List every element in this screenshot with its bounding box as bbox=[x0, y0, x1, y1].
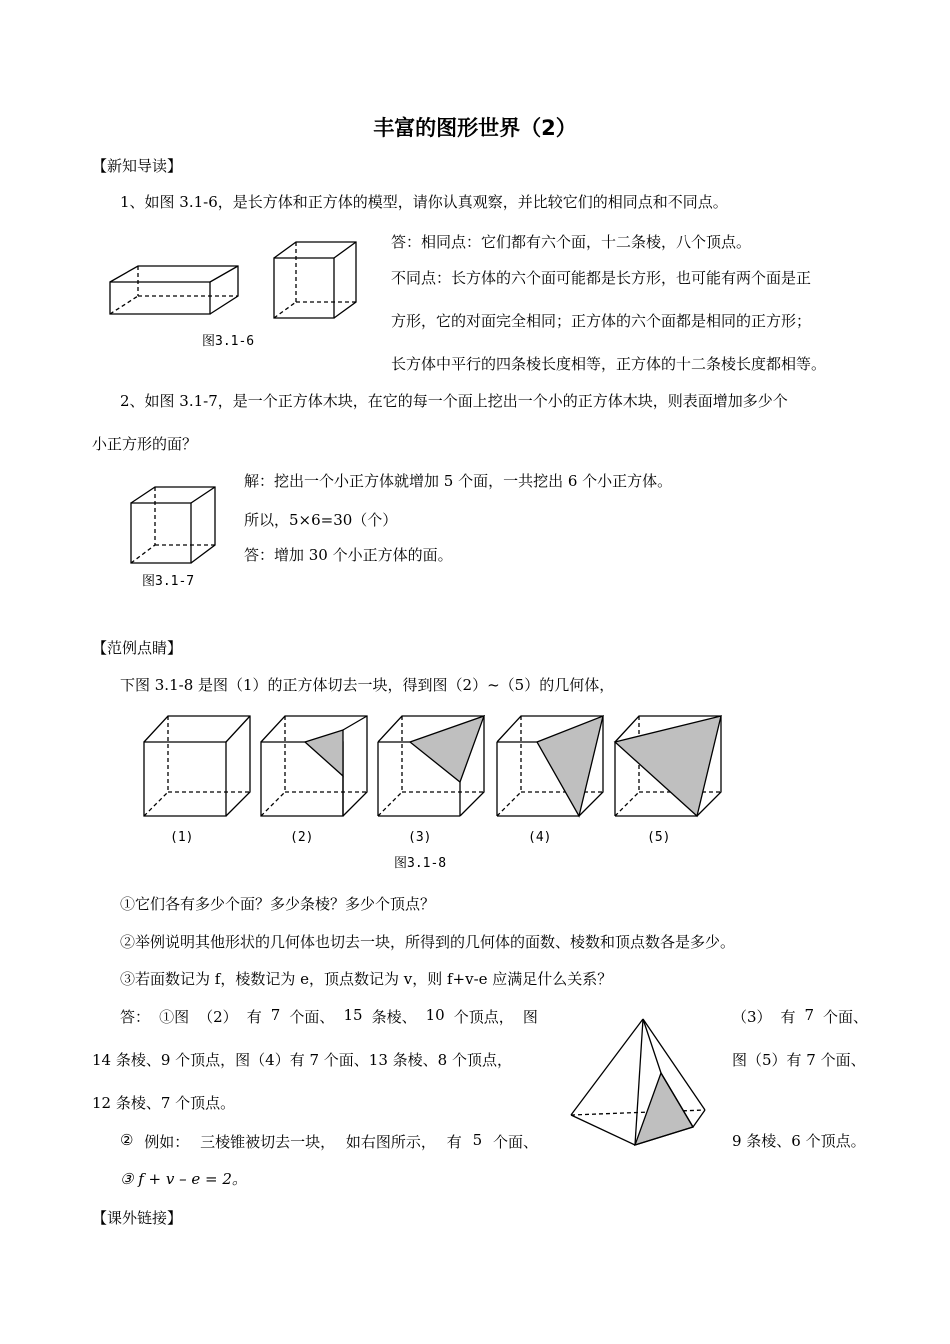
figure-label-5: (5) bbox=[647, 830, 671, 845]
figure-3-1-8-cubes bbox=[140, 712, 730, 822]
q2-solution-line1: 解：挖出一个小正方体就增加 5 个面，一共挖出 6 个小正方体。 bbox=[244, 472, 673, 490]
example-intro: 下图 3.1-8 是图（1）的正方体切去一块，得到图（2）~（5）的几何体， bbox=[120, 676, 615, 694]
answer-word: 个面、 bbox=[492, 1133, 538, 1151]
example-answer-line4-left bbox=[120, 1131, 538, 1152]
figure-cube-3-1-7 bbox=[125, 483, 225, 568]
figure-3-1-6-caption: 图3.1-6 bbox=[202, 334, 255, 349]
answer-word: 个面、 bbox=[822, 1008, 868, 1026]
figure-label-2: (2) bbox=[290, 830, 314, 845]
answer-word: 图 bbox=[522, 1008, 538, 1026]
figure-3-1-8-caption: 图3.1-8 bbox=[394, 856, 447, 871]
section-extension: 【课外链接】 bbox=[92, 1209, 183, 1227]
answer-word: 有 bbox=[780, 1008, 796, 1026]
figure-3-1-7-caption: 图3.1-7 bbox=[142, 574, 195, 589]
figure-label-3: (3) bbox=[408, 830, 432, 845]
example-question-c: ③若面数记为 f，棱数记为 e，顶点数记为 v，则 f+v-e 应满足什么关系？ bbox=[120, 970, 613, 988]
figure-label-1: (1) bbox=[170, 830, 194, 845]
example-answer-line2-right: 图（5）有 7 个面、 bbox=[732, 1051, 866, 1069]
answer-word: 如右图所示， bbox=[345, 1133, 436, 1151]
q1-answer-line4: 长方体中平行的四条棱长度相等，正方体的十二条棱长度都相等。 bbox=[391, 355, 827, 373]
answer-word: 答： bbox=[120, 1008, 151, 1026]
answer-word: 5 bbox=[472, 1131, 483, 1149]
example-answer-line3: 12 条棱、7 个顶点。 bbox=[92, 1094, 236, 1112]
answer-word: 15 bbox=[343, 1006, 363, 1024]
q1-answer-line3: 方形，它的对面完全相同；正方体的六个面都是相同的正方形； bbox=[391, 312, 812, 330]
answer-word: ①图 bbox=[159, 1008, 190, 1026]
example-question-a: ①它们各有多少个面？多少条棱？多少个顶点？ bbox=[120, 895, 436, 913]
answer-word: 三棱锥被切去一块， bbox=[200, 1133, 336, 1151]
q2-solution-line2: 所以，5×6=30（个） bbox=[244, 511, 398, 529]
answer-word: 例如： bbox=[144, 1133, 190, 1151]
answer-word: 10 bbox=[425, 1006, 445, 1024]
answer-word: 个顶点， bbox=[453, 1008, 514, 1026]
example-question-b: ②举例说明其他形状的几何体也切去一块，所得到的几何体的面数、棱数和顶点数各是多少。 bbox=[120, 933, 736, 951]
page-title: 丰富的图形世界（2） bbox=[373, 116, 577, 140]
answer-word: ② bbox=[120, 1131, 134, 1149]
section-new-knowledge: 【新知导读】 bbox=[92, 157, 183, 175]
answer-word: 有 bbox=[246, 1008, 262, 1026]
figure-cut-pyramid bbox=[565, 1015, 725, 1150]
q1-answer-line2: 不同点：长方体的六个面可能都是长方形，也可能有两个面是正 bbox=[391, 269, 812, 287]
answer-word: （2） bbox=[198, 1008, 238, 1026]
section-examples: 【范例点睛】 bbox=[92, 639, 183, 657]
answer-word: 有 bbox=[446, 1133, 462, 1151]
q1-question: 1、如图 3.1-6，是长方体和正方体的模型，请你认真观察，并比较它们的相同点和不同点。 bbox=[120, 193, 728, 211]
example-answer-line5: ③ f + v – e = 2。 bbox=[120, 1170, 247, 1188]
figure-label-4: (4) bbox=[528, 830, 552, 845]
q2-question-line1: 2、如图 3.1-7，是一个正方体木块，在它的每一个面上挖出一个小的正方体木块，则表面增加多少个 bbox=[120, 392, 788, 410]
q2-question-line2: 小正方形的面？ bbox=[92, 435, 198, 453]
q2-solution-line3: 答：增加 30 个小正方体的面。 bbox=[244, 546, 453, 564]
example-answer-line4-right: 9 条棱、6 个顶点。 bbox=[732, 1132, 866, 1150]
figure-cuboid-cube bbox=[100, 238, 370, 328]
answer-word: 7 bbox=[804, 1006, 815, 1024]
answer-word: 7 bbox=[270, 1006, 281, 1024]
example-answer-line1-left bbox=[120, 1006, 538, 1027]
answer-word: 条棱、 bbox=[371, 1008, 417, 1026]
example-answer-line2-left: 14 条棱、9 个顶点，图（4）有 7 个面、13 条棱、8 个顶点， bbox=[92, 1051, 512, 1069]
answer-word: 个面、 bbox=[289, 1008, 335, 1026]
q1-answer-line1: 答：相同点：它们都有六个面，十二条棱，八个顶点。 bbox=[391, 233, 752, 251]
answer-word: （3） bbox=[732, 1008, 772, 1026]
example-answer-line1-right bbox=[732, 1006, 868, 1027]
